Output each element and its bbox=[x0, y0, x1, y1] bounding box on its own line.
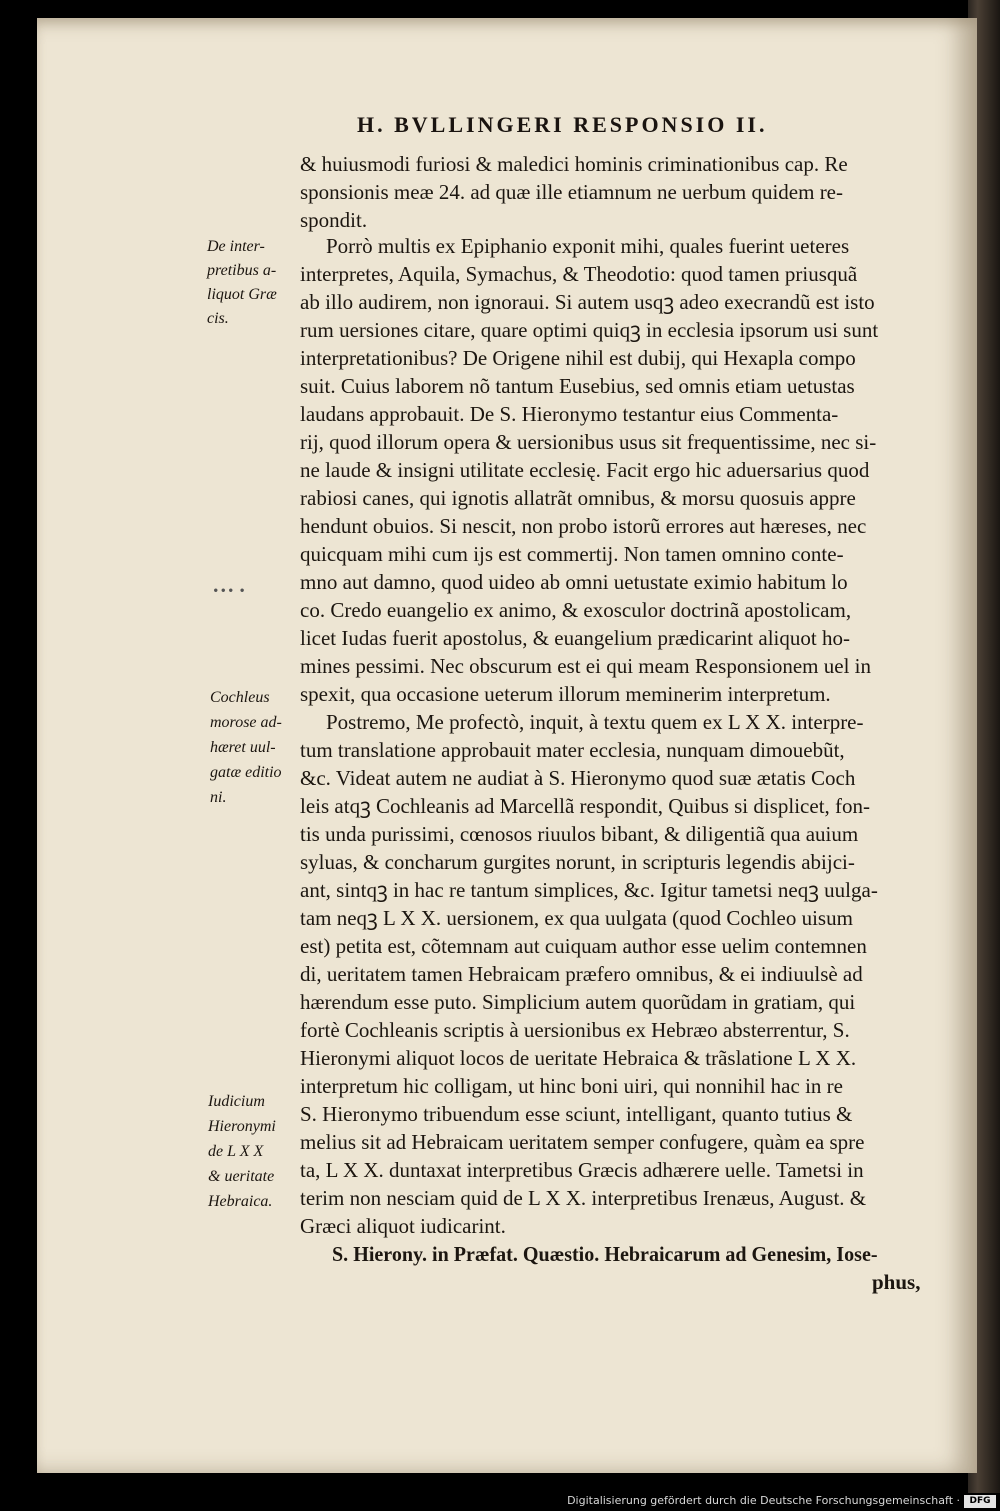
text-line: Hieronymi aliquot locos de ueritate Hebraica & trãslatione L X X. bbox=[300, 1046, 857, 1070]
marginal-note: cis. bbox=[207, 310, 229, 327]
text-line: fortè Cochleanis scriptis à uersionibus ex Hebræo absterrentur, S. bbox=[300, 1018, 850, 1042]
marginal-note: ni. bbox=[210, 789, 227, 806]
text-line: tum translatione approbauit mater ecclesia, nunquam dimouebũt, bbox=[300, 738, 845, 762]
text-line: & huiusmodi furiosi & maledici hominis criminationibus cap. Re bbox=[300, 152, 848, 176]
text-line: mines pessimi. Nec obscurum est ei qui meam Responsionem uel in bbox=[300, 654, 871, 678]
text-line: ne laude & insigni utilitate ecclesię. Facit ergo hic aduersarius quod bbox=[300, 458, 870, 482]
text-line: Porrò multis ex Epiphanio exponit mihi, quales fuerint ueteres bbox=[326, 234, 850, 258]
text-line: ab illo audirem, non ignoraui. Si autem usqꝫ adeo execrandũ est isto bbox=[300, 290, 875, 314]
text-line: Græci aliquot iudicarint. bbox=[300, 1214, 506, 1238]
funding-footer: Digitalisierung gefördert durch die Deutsche Forschungsgemeinschaft · bbox=[567, 1494, 960, 1507]
text-line: hendunt obuios. Si nescit, non probo istorũ errores aut hæreses, nec bbox=[300, 514, 867, 538]
marginal-note: Iudicium bbox=[208, 1093, 265, 1110]
margin-dots: ∙∙∙ ∙ bbox=[212, 583, 246, 597]
text-line: terim non nesciam quid de L X X. interpretibus Irenæus, August. & bbox=[300, 1186, 867, 1210]
text-line: leis atqꝫ Cochleanis ad Marcellã respondit, Quibus si displicet, fon- bbox=[300, 794, 871, 818]
text-line: rum uersiones citare, quare optimi quiqꝫ in ecclesia ipsorum usi sunt bbox=[300, 318, 879, 342]
marginal-note: & ueritate bbox=[208, 1168, 275, 1185]
marginal-note: morose ad- bbox=[210, 714, 282, 731]
text-line: spondit. bbox=[300, 208, 368, 232]
text-line: rij, quod illorum opera & uersionibus usus sit frequentissime, nec si- bbox=[300, 430, 877, 454]
marginal-note: liquot Græ bbox=[207, 286, 277, 303]
marginal-note: pretibus a- bbox=[207, 262, 277, 279]
marginal-note: hæret uul- bbox=[210, 739, 276, 756]
text-line: interpretes, Aquila, Symachus, & Theodotio: quod tamen priusquã bbox=[300, 262, 858, 286]
dfg-logo: DFG bbox=[964, 1495, 996, 1508]
text-line: quicquam mihi cum ijs est commertij. Non tamen omnino conte- bbox=[300, 542, 844, 566]
marginal-note: Hebraica. bbox=[208, 1193, 273, 1210]
text-line: licet Iudas fuerit apostolus, & euangelium prædicarint aliquot ho- bbox=[300, 626, 850, 650]
text-line: spexit, qua occasione ueterum illorum meminerim interpretum. bbox=[300, 682, 831, 706]
text-line: Postremo, Me profectò, inquit, à textu quem ex L X X. interpre- bbox=[326, 710, 864, 734]
text-line: di, ueritatem tamen Hebraicam præfero omnibus, & ei indiuulsè ad bbox=[300, 962, 863, 986]
text-line: mno aut damno, quod uideo ab omni uetustate eximio habitum lo bbox=[300, 570, 848, 594]
text-line: &c. Videat autem ne audiat à S. Hieronymo quod suæ ætatis Coch bbox=[300, 766, 856, 790]
text-line: sponsionis meæ 24. ad quæ ille etiamnum ne uerbum quidem re- bbox=[300, 180, 843, 204]
text-line: syluas, & concharum gurgites norunt, in scripturis legendis abijci- bbox=[300, 850, 855, 874]
marginal-note: Cochleus bbox=[210, 689, 270, 706]
marginal-note: Hieronymi bbox=[208, 1118, 276, 1135]
text-line: tam neqꝫ L X X. uersionem, ex qua uulgata (quod Cochleo uisum bbox=[300, 906, 853, 930]
text-line: interpretationibus? De Origene nihil est dubij, qui Hexapla compo bbox=[300, 346, 856, 370]
text-line: ant, sintqꝫ in hac re tantum simplices, &c. Igitur tametsi neqꝫ uulga- bbox=[300, 878, 878, 902]
text-line: laudans approbauit. De S. Hieronymo testantur eius Commenta- bbox=[300, 402, 839, 426]
text-line: suit. Cuius laborem nõ tantum Eusebius, sed omnis etiam uetustas bbox=[300, 374, 855, 398]
running-header: H. BVLLINGERI RESPONSIO II. bbox=[357, 112, 768, 137]
text-line: est) petita est, cõtemnam aut cuiquam author esse uelim contemnen bbox=[300, 934, 867, 958]
text-line: tis unda purissimi, cœnosos riuulos bibant, & diligentiã qua auium bbox=[300, 822, 859, 846]
text-line: ta, L X X. duntaxat interpretibus Græcis adhærere uelle. Tametsi in bbox=[300, 1158, 864, 1182]
text-line: hærendum esse puto. Simplicium autem quorũdam in gratiam, qui bbox=[300, 990, 856, 1014]
text-line: S. Hierony. in Præfat. Quæstio. Hebraicarum ad Genesim, Iose- bbox=[332, 1242, 878, 1266]
text-line: phus, bbox=[872, 1270, 921, 1294]
marginal-note: De inter- bbox=[207, 238, 265, 255]
text-line: S. Hieronymo tribuendum esse sciunt, intelligant, quanto tutius & bbox=[300, 1102, 853, 1126]
text-line: melius sit ad Hebraicam ueritatem semper confugere, quàm ea spre bbox=[300, 1130, 865, 1154]
marginal-note: de L X X bbox=[208, 1143, 264, 1160]
text-line: co. Credo euangelio ex animo, & exosculor doctrinã apostolicam, bbox=[300, 598, 852, 622]
text-line: rabiosi canes, qui ignotis allatrãt omnibus, & morsu quosuis appre bbox=[300, 486, 856, 510]
marginal-note: gatæ editio bbox=[210, 764, 282, 781]
text-line: interpretum hic colligam, ut hinc boni uiri, qui nonnihil hac in re bbox=[300, 1074, 843, 1098]
